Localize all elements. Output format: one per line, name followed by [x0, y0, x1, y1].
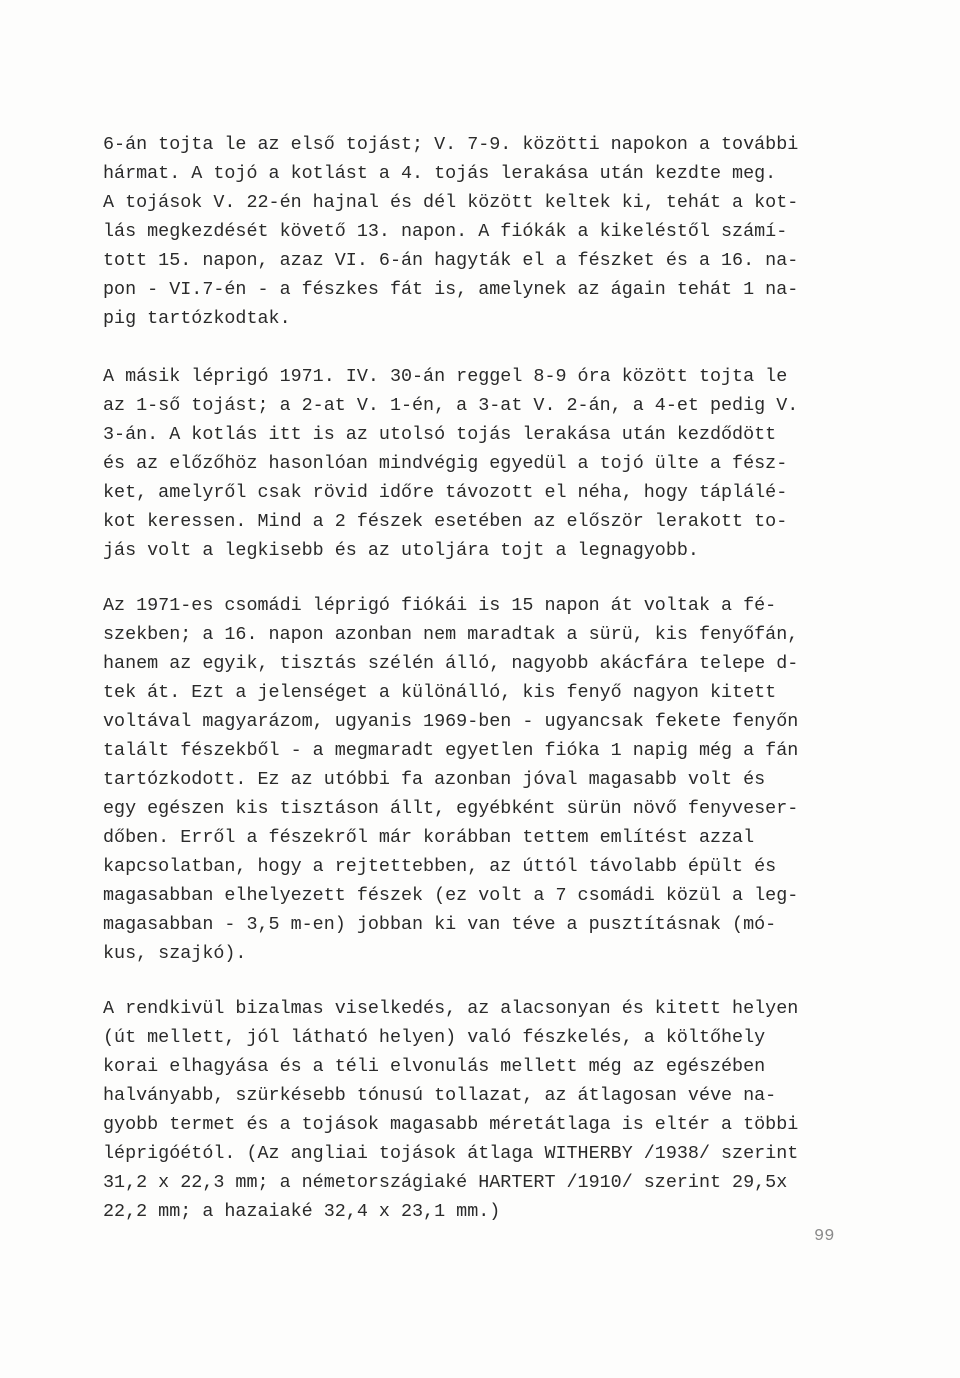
paragraph-1: 6-án tojta le az első tojást; V. 7-9. közötti napokon a további hármat. A tojó a kotlást a 4. tojás lerakása után kezdte meg. A tojások V. 22-én hajnal és dél között keltek ki, tehát a kot- lás megkezdését követő 13. napon. A fiókák a kikeléstől számí- tott 15. napon, azaz VI. 6-án hagyták el a fészket és a 16. na- pon - VI.7-én - a fészkes fát is, amelynek az ágain tehát 1 na- pig tartózkodtak. [103, 134, 799, 329]
paragraph-2: A másik léprigó 1971. IV. 30-án reggel 8-9 óra között tojta le az 1-ső tojást; a 2-at V. 1-én, a 3-at V. 2-án, a 4-et pedig V. 3-án. A kotlás itt is az utolsó tojás lerakása után kezdődött és az előzőhöz hasonlóan mindvégig egyedül a tojó ülte a fész- ket, amelyről csak rövid időre távozott el néha, hogy táplálé- kot keressen. Mind a 2 fészek esetében az először lerakott to- jás volt a legkisebb és az utoljára tojt a legnagyobb. [103, 366, 799, 561]
paragraph-3: Az 1971-es csomádi léprigó fiókái is 15 napon át voltak a fé- szekben; a 16. napon azonban nem maradtak a sürü, kis fenyőfán, hanem az egyik, tisztás szélén álló, nagyobb akácfára telepe d- tek át. Ezt a jelenséget a különálló, kis fenyő nagyon kitett voltával magyarázom, ugyanis 1969-ben - ugyancsak fekete fenyőn talált fészekből - a megmaradt egyetlen fióka 1 napig még a fán tartózkodott. Ez az utóbbi fa azonban jóval magasabb volt és egy egészen kis tisztáson állt, egyébként sürün növő fenyveser- dőben. Erről a fészekről már korábban tettem említést azzal kapcsolatban, hogy a rejtettebben, az úttól távolabb épült és magasabban elhelyezett fészek (ez volt a 7 csomádi közül a leg- magasabban - 3,5 m-en) jobban ki van téve a pusztításnak (mó- kus, szajkó). [103, 595, 799, 964]
paragraph-4: A rendkivül bizalmas viselkedés, az alacsonyan és kitett helyen (út mellett, jól látható helyen) való fészkelés, a költőhely korai elhagyása és a téli elvonulás mellett még az egészében halványabb, szürkésebb tónusú tollazat, az átlagosan véve na- gyobb termet és a tojások magasabb méretátlaga is eltér a többi léprigóétól. (Az angliai tojások átlaga WITHERBY /1938/ szerint 31,2 x 22,3 mm; a németországiaké HARTERT /1910/ szerint 29,5x 22,2 mm; a hazaiaké 32,4 x 23,1 mm.) [103, 998, 799, 1222]
page-number: 99 [814, 1227, 835, 1246]
